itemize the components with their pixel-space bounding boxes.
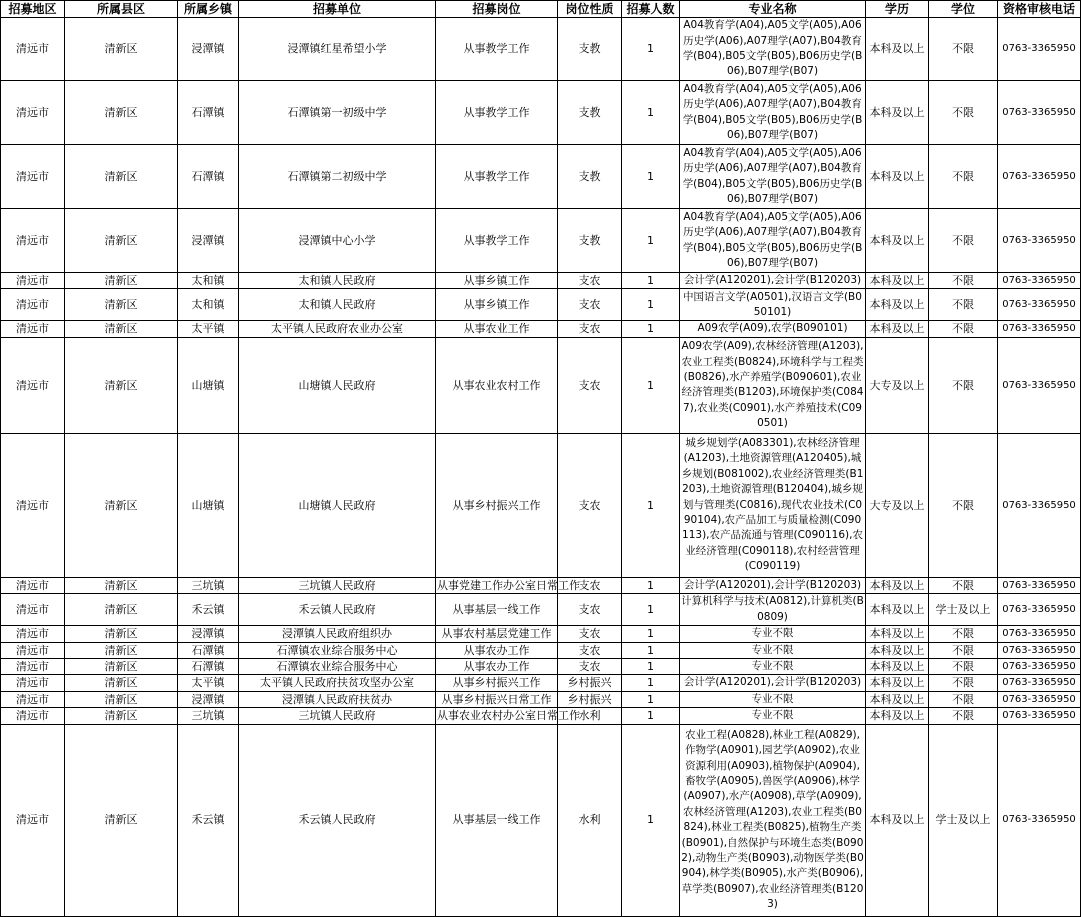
cell-town: 浸潭镇 [178, 209, 239, 273]
table-row [1, 659, 1081, 675]
cell-unit: 三坑镇人民政府 [239, 708, 436, 724]
cell-education: 大专及以上 [866, 337, 929, 433]
cell-education: 本科及以上 [866, 577, 929, 593]
header-count: 招募人数 [622, 1, 680, 18]
cell-degree: 学士及以上 [929, 594, 998, 626]
cell-education: 本科及以上 [866, 659, 929, 675]
cell-unit: 太平镇人民政府农业办公室 [239, 321, 436, 337]
header-post-type: 岗位性质 [558, 1, 622, 18]
cell-education: 本科及以上 [866, 81, 929, 145]
cell-major: 会计学(A120201),会计学(B120203) [680, 577, 866, 593]
cell-count: 1 [622, 273, 680, 289]
cell-education: 本科及以上 [866, 626, 929, 642]
cell-degree: 不限 [929, 81, 998, 145]
table-row [1, 577, 1081, 593]
cell-post: 从事基层一线工作 [436, 594, 558, 626]
table-row [1, 273, 1081, 289]
cell-county: 清新区 [65, 577, 178, 593]
cell-town: 太和镇 [178, 273, 239, 289]
cell-phone: 0763-3365950 [998, 145, 1081, 209]
table-row [1, 81, 1081, 145]
cell-phone: 0763-3365950 [998, 626, 1081, 642]
cell-region: 清远市 [1, 321, 65, 337]
cell-unit: 石潭镇农业综合服务中心 [239, 659, 436, 675]
cell-major: 专业不限 [680, 642, 866, 658]
table-row [1, 145, 1081, 209]
cell-phone: 0763-3365950 [998, 675, 1081, 691]
cell-county: 清新区 [65, 675, 178, 691]
table-row [1, 626, 1081, 642]
cell-county: 清新区 [65, 724, 178, 916]
header-education: 学历 [866, 1, 929, 18]
cell-degree: 不限 [929, 337, 998, 433]
cell-phone: 0763-3365950 [998, 577, 1081, 593]
cell-post-type: 水利 [558, 724, 622, 916]
cell-phone: 0763-3365950 [998, 18, 1081, 81]
cell-town: 浸潭镇 [178, 691, 239, 707]
table-row [1, 321, 1081, 337]
cell-degree: 不限 [929, 577, 998, 593]
cell-education: 本科及以上 [866, 273, 929, 289]
header-region: 招募地区 [1, 1, 65, 18]
cell-major: A04教育学(A04),A05文学(A05),A06历史学(A06),A07理学(A07),B04教育学(B04),B05文学(B05),B06历史学(B06),B07理学(B07) [680, 18, 866, 81]
cell-phone: 0763-3365950 [998, 659, 1081, 675]
cell-post-type: 支农 [558, 289, 622, 321]
cell-town: 石潭镇 [178, 145, 239, 209]
cell-post-type: 支农 [558, 433, 622, 577]
cell-unit: 禾云镇人民政府 [239, 724, 436, 916]
cell-town: 石潭镇 [178, 81, 239, 145]
cell-town: 太平镇 [178, 675, 239, 691]
cell-major: A04教育学(A04),A05文学(A05),A06历史学(A06),A07理学(A07),B04教育学(B04),B05文学(B05),B06历史学(B06),B07理学(B07) [680, 81, 866, 145]
cell-post-type: 乡村振兴 [558, 675, 622, 691]
cell-post: 从事乡镇工作 [436, 273, 558, 289]
cell-phone: 0763-3365950 [998, 691, 1081, 707]
cell-town: 三坑镇 [178, 577, 239, 593]
cell-phone: 0763-3365950 [998, 81, 1081, 145]
cell-region: 清远市 [1, 18, 65, 81]
cell-degree: 不限 [929, 289, 998, 321]
cell-count: 1 [622, 724, 680, 916]
cell-post: 从事基层一线工作 [436, 724, 558, 916]
table-row [1, 708, 1081, 724]
cell-phone: 0763-3365950 [998, 433, 1081, 577]
cell-count: 1 [622, 708, 680, 724]
table-row [1, 691, 1081, 707]
cell-unit: 山塘镇人民政府 [239, 433, 436, 577]
cell-degree: 不限 [929, 18, 998, 81]
cell-county: 清新区 [65, 626, 178, 642]
cell-education: 本科及以上 [866, 594, 929, 626]
header-county: 所属县区 [65, 1, 178, 18]
cell-unit: 太和镇人民政府 [239, 273, 436, 289]
table-row [1, 289, 1081, 321]
cell-count: 1 [622, 145, 680, 209]
cell-county: 清新区 [65, 691, 178, 707]
cell-post: 从事乡村振兴日常工作 [436, 691, 558, 707]
cell-post-type: 支农 [558, 659, 622, 675]
cell-post: 从事教学工作 [436, 18, 558, 81]
cell-count: 1 [622, 289, 680, 321]
cell-post: 从事乡镇工作 [436, 289, 558, 321]
cell-unit: 浸潭镇红星希望小学 [239, 18, 436, 81]
cell-town: 三坑镇 [178, 708, 239, 724]
cell-major: 城乡规划学(A083301),农林经济管理(A1203),土地资源管理(A120405),城乡规划(B081002),农业经济管理类(B1203),土地资源管理(B120404),城乡规划与管理类(C0816),现代农业技术(C090104),农产品加工与质量检测(C090113),农产品流通与管理(C090116),农业经济管理(C090118),农村经营管理(C090119) [680, 433, 866, 577]
cell-phone: 0763-3365950 [998, 708, 1081, 724]
cell-unit: 禾云镇人民政府 [239, 594, 436, 626]
cell-phone: 0763-3365950 [998, 337, 1081, 433]
cell-county: 清新区 [65, 433, 178, 577]
cell-count: 1 [622, 81, 680, 145]
cell-degree: 不限 [929, 433, 998, 577]
cell-degree: 不限 [929, 209, 998, 273]
cell-post-type: 支农 [558, 626, 622, 642]
cell-degree: 学士及以上 [929, 724, 998, 916]
cell-education: 本科及以上 [866, 18, 929, 81]
cell-count: 1 [622, 337, 680, 433]
cell-major: 专业不限 [680, 708, 866, 724]
cell-region: 清远市 [1, 691, 65, 707]
cell-town: 石潭镇 [178, 642, 239, 658]
cell-region: 清远市 [1, 81, 65, 145]
cell-unit: 石潭镇第二初级中学 [239, 145, 436, 209]
cell-county: 清新区 [65, 18, 178, 81]
cell-town: 禾云镇 [178, 594, 239, 626]
cell-town: 太和镇 [178, 289, 239, 321]
cell-post-type: 支教 [558, 81, 622, 145]
header-unit: 招募单位 [239, 1, 436, 18]
cell-post-type: 支农 [558, 337, 622, 433]
cell-town: 禾云镇 [178, 724, 239, 916]
cell-county: 清新区 [65, 209, 178, 273]
cell-major: A04教育学(A04),A05文学(A05),A06历史学(A06),A07理学(A07),B04教育学(B04),B05文学(B05),B06历史学(B06),B07理学(B07) [680, 209, 866, 273]
cell-count: 1 [622, 626, 680, 642]
cell-unit: 浸潭镇中心小学 [239, 209, 436, 273]
cell-post-type: 支教 [558, 145, 622, 209]
cell-degree: 不限 [929, 708, 998, 724]
cell-county: 清新区 [65, 81, 178, 145]
cell-county: 清新区 [65, 145, 178, 209]
cell-county: 清新区 [65, 708, 178, 724]
cell-post: 从事农村基层党建工作 [436, 626, 558, 642]
cell-county: 清新区 [65, 289, 178, 321]
table-row [1, 337, 1081, 433]
cell-phone: 0763-3365950 [998, 642, 1081, 658]
cell-major: 会计学(A120201),会计学(B120203) [680, 675, 866, 691]
cell-region: 清远市 [1, 594, 65, 626]
table-row [1, 675, 1081, 691]
table-row [1, 724, 1081, 916]
cell-count: 1 [622, 691, 680, 707]
cell-region: 清远市 [1, 626, 65, 642]
cell-phone: 0763-3365950 [998, 209, 1081, 273]
cell-count: 1 [622, 321, 680, 337]
cell-major: A09农学(A09),农林经济管理(A1203),农业工程类(B0824),环境科学与工程类(B0826),水产养殖学(B090601),农业经济管理类(B1203),环境保护类(C0847),农业类(C0901),水产养殖技术(C090501) [680, 337, 866, 433]
cell-post-type: 支农 [558, 321, 622, 337]
cell-town: 山塘镇 [178, 337, 239, 433]
cell-education: 本科及以上 [866, 724, 929, 916]
cell-degree: 不限 [929, 691, 998, 707]
cell-phone: 0763-3365950 [998, 594, 1081, 626]
cell-post: 从事教学工作 [436, 81, 558, 145]
cell-major: A09农学(A09),农学(B090101) [680, 321, 866, 337]
cell-region: 清远市 [1, 659, 65, 675]
cell-major: 中国语言文学(A0501),汉语言文学(B050101) [680, 289, 866, 321]
cell-post-type: 支农 [558, 642, 622, 658]
header-phone: 资格审核电话 [998, 1, 1081, 18]
cell-post: 从事农业农村办公室日常工作 [437, 709, 580, 723]
header-degree: 学位 [929, 1, 998, 18]
cell-town: 浸潭镇 [178, 18, 239, 81]
cell-region: 清远市 [1, 675, 65, 691]
cell-town: 山塘镇 [178, 433, 239, 577]
cell-phone: 0763-3365950 [998, 289, 1081, 321]
cell-education: 本科及以上 [866, 289, 929, 321]
cell-unit: 浸潭镇人民政府组织办 [239, 626, 436, 642]
cell-post-type: 支农 [558, 594, 622, 626]
header-town: 所属乡镇 [178, 1, 239, 18]
cell-region: 清远市 [1, 209, 65, 273]
cell-region: 清远市 [1, 642, 65, 658]
cell-count: 1 [622, 18, 680, 81]
cell-unit: 三坑镇人民政府 [239, 577, 436, 593]
cell-post: 从事农办工作 [436, 659, 558, 675]
cell-county: 清新区 [65, 659, 178, 675]
cell-region: 清远市 [1, 708, 65, 724]
cell-phone: 0763-3365950 [998, 273, 1081, 289]
cell-phone: 0763-3365950 [998, 321, 1081, 337]
cell-county: 清新区 [65, 337, 178, 433]
cell-county: 清新区 [65, 594, 178, 626]
cell-count: 1 [622, 659, 680, 675]
table-row [1, 18, 1081, 81]
cell-education: 本科及以上 [866, 209, 929, 273]
cell-post: 从事农业工作 [436, 321, 558, 337]
cell-post: 从事党建工作办公室日常工作 [437, 578, 580, 592]
cell-major: A04教育学(A04),A05文学(A05),A06历史学(A06),A07理学(A07),B04教育学(B04),B05文学(B05),B06历史学(B06),B07理学(B07) [680, 145, 866, 209]
cell-major: 专业不限 [680, 659, 866, 675]
cell-unit: 浸潭镇人民政府扶贫办 [239, 691, 436, 707]
cell-region: 清远市 [1, 273, 65, 289]
cell-town: 浸潭镇 [178, 626, 239, 642]
table-row [1, 433, 1081, 577]
cell-region: 清远市 [1, 433, 65, 577]
cell-post: 从事教学工作 [436, 145, 558, 209]
cell-unit: 石潭镇第一初级中学 [239, 81, 436, 145]
cell-phone: 0763-3365950 [998, 724, 1081, 916]
cell-region: 清远市 [1, 289, 65, 321]
header-major: 专业名称 [680, 1, 866, 18]
table-row [1, 642, 1081, 658]
cell-degree: 不限 [929, 145, 998, 209]
cell-degree: 不限 [929, 626, 998, 642]
cell-degree: 不限 [929, 642, 998, 658]
cell-count: 1 [622, 209, 680, 273]
cell-post-type: 水利 [558, 708, 622, 724]
cell-unit: 太和镇人民政府 [239, 289, 436, 321]
cell-major: 农业工程(A0828),林业工程(A0829),作物学(A0901),园艺学(A0902),农业资源利用(A0903),植物保护(A0904),畜牧学(A0905),兽医学(A0906),林学(A0907),水产(A0908),草学(A0909),农林经济管理(A1203),农业工程类(B0824),林业工程类(B0825),植物生产类(B0901),自然保护与环境生态类(B0902),动物生产类(B0903),动物医学类(B0904),林学类(B0905),水产类(B0906),草学类(B0907),农业经济管理类(B1203) [680, 724, 866, 916]
cell-post: 从事农办工作 [436, 642, 558, 658]
cell-post: 从事农业农村工作 [436, 337, 558, 433]
cell-degree: 不限 [929, 321, 998, 337]
cell-town: 石潭镇 [178, 659, 239, 675]
table-row [1, 209, 1081, 273]
cell-post-type: 支教 [558, 18, 622, 81]
cell-region: 清远市 [1, 145, 65, 209]
cell-count: 1 [622, 577, 680, 593]
cell-post: 从事教学工作 [436, 209, 558, 273]
cell-county: 清新区 [65, 642, 178, 658]
cell-degree: 不限 [929, 273, 998, 289]
header-row [1, 1, 1081, 18]
cell-post: 从事乡村振兴工作 [436, 433, 558, 577]
cell-major: 专业不限 [680, 626, 866, 642]
cell-count: 1 [622, 433, 680, 577]
cell-unit: 太平镇人民政府扶贫攻坚办公室 [239, 675, 436, 691]
cell-post-type: 支农 [558, 577, 622, 593]
cell-degree: 不限 [929, 659, 998, 675]
cell-education: 本科及以上 [866, 642, 929, 658]
cell-region: 清远市 [1, 724, 65, 916]
cell-count: 1 [622, 594, 680, 626]
cell-education: 本科及以上 [866, 691, 929, 707]
header-post: 招募岗位 [436, 1, 558, 18]
cell-post-type: 乡村振兴 [558, 691, 622, 707]
cell-major: 专业不限 [680, 691, 866, 707]
cell-education: 本科及以上 [866, 675, 929, 691]
table-body [1, 18, 1081, 917]
cell-major: 计算机科学与技术(A0812),计算机类(B0809) [680, 594, 866, 626]
cell-degree: 不限 [929, 675, 998, 691]
cell-education: 本科及以上 [866, 145, 929, 209]
cell-region: 清远市 [1, 577, 65, 593]
cell-count: 1 [622, 675, 680, 691]
cell-town: 太平镇 [178, 321, 239, 337]
cell-count: 1 [622, 642, 680, 658]
cell-education: 本科及以上 [866, 321, 929, 337]
cell-education: 本科及以上 [866, 708, 929, 724]
cell-post-type: 支农 [558, 273, 622, 289]
table-row [1, 594, 1081, 626]
cell-major: 会计学(A120201),会计学(B120203) [680, 273, 866, 289]
cell-education: 大专及以上 [866, 433, 929, 577]
cell-unit: 石潭镇农业综合服务中心 [239, 642, 436, 658]
cell-post-type: 支教 [558, 209, 622, 273]
cell-county: 清新区 [65, 321, 178, 337]
cell-unit: 山塘镇人民政府 [239, 337, 436, 433]
cell-county: 清新区 [65, 273, 178, 289]
cell-post: 从事乡村振兴工作 [436, 675, 558, 691]
cell-region: 清远市 [1, 337, 65, 433]
